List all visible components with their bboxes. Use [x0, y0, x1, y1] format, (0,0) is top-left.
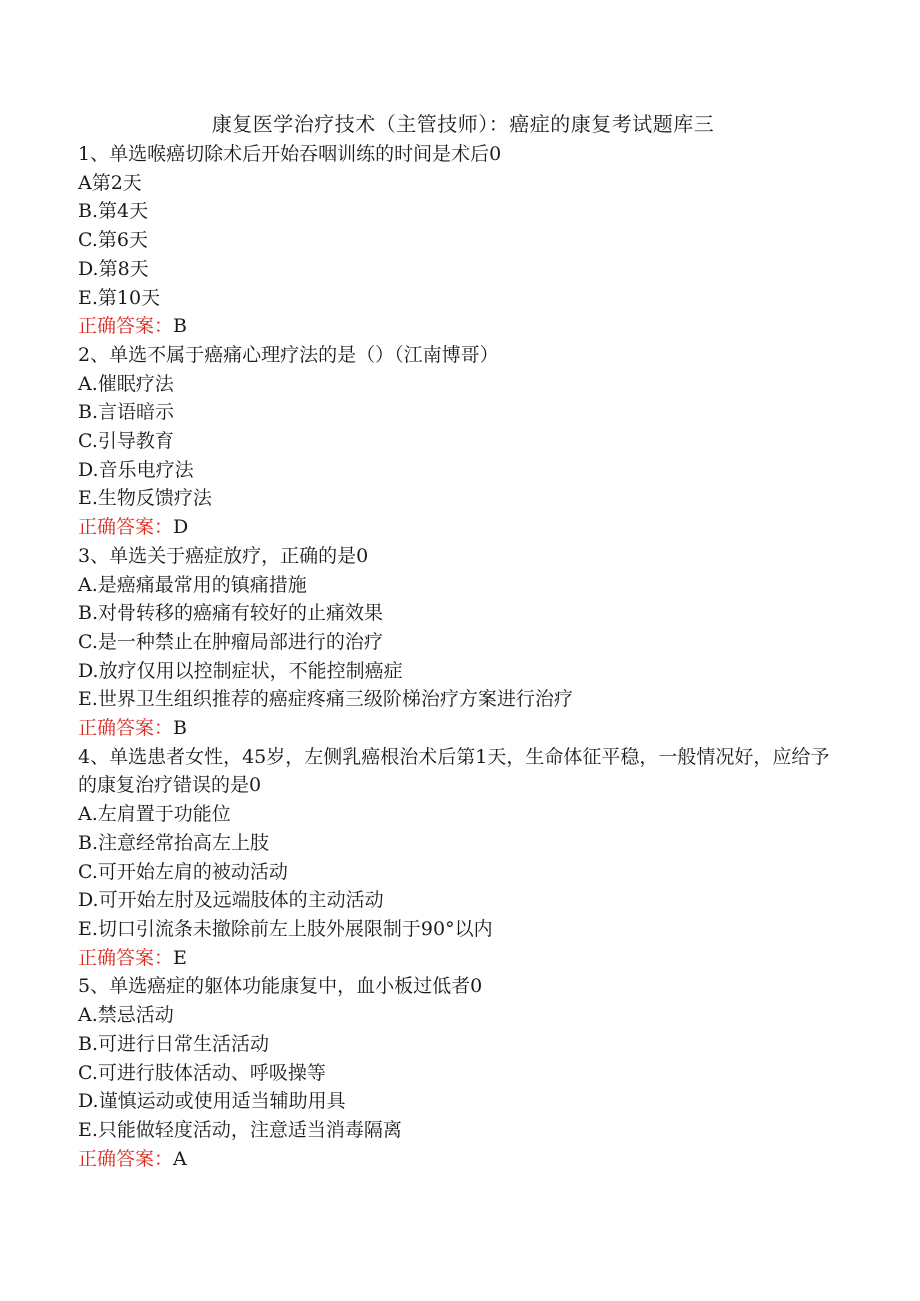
answer-label: 正确答案： — [78, 315, 174, 338]
option-a: A.左肩置于功能位 — [78, 803, 231, 826]
answer-label: 正确答案： — [78, 516, 174, 539]
answer-value: D — [173, 516, 189, 539]
document-page — [78, 108, 848, 1173]
document-title: 康复医学治疗技术（主管技师）：癌症的康复考试题库三 — [211, 112, 715, 136]
option-a: A.禁忌活动 — [78, 1004, 174, 1027]
question-stem: 1、单选喉癌切除术后开始吞咽训练的时间是术后0 — [78, 143, 502, 165]
option-c: C.是一种禁止在肿瘤局部进行的治疗 — [78, 630, 383, 653]
option-d: D.谨慎运动或使用适当辅助用具 — [78, 1090, 346, 1113]
option-b: B.对骨转移的癌痛有较好的止痛效果 — [78, 602, 384, 625]
correct-answer — [78, 1145, 848, 1174]
option-c: C.第6天 — [78, 229, 148, 252]
option-d: D.放疗仅用以控制症状，不能控制癌症 — [78, 659, 403, 682]
question-5 — [78, 972, 848, 1173]
answer-value: E — [173, 946, 187, 969]
correct-answer — [78, 312, 848, 341]
option-d: D.第8天 — [78, 257, 149, 280]
option-b: B.言语暗示 — [78, 401, 175, 424]
option-a: A.催眠疗法 — [78, 372, 174, 395]
option-b: B.第4天 — [78, 200, 149, 223]
option-e: E.第10天 — [78, 286, 161, 309]
question-stem: 4、单选患者女性，45岁，左侧乳癌根治术后第1天，生命体征平稳，一般情况好，应给予的康复治疗错误的是0 — [78, 745, 830, 797]
option-c: C.引导教育 — [78, 430, 174, 453]
correct-answer — [78, 714, 848, 743]
option-e: E.切口引流条未撤除前左上肢外展限制于90°以内 — [78, 917, 493, 940]
question-stem: 3、单选关于癌症放疗，正确的是0 — [78, 544, 369, 567]
option-d: D.可开始左肘及远端肢体的主动活动 — [78, 889, 384, 912]
answer-value: B — [173, 717, 187, 740]
correct-answer — [78, 944, 848, 973]
answer-value: A — [173, 1147, 187, 1170]
option-b: B.注意经常抬高左上肢 — [78, 831, 270, 854]
question-2 — [78, 341, 848, 542]
question-stem: 2、单选不属于癌痛心理疗法的是（）（江南博哥） — [78, 343, 499, 366]
option-e: E.世界卫生组织推荐的癌症疼痛三级阶梯治疗方案进行治疗 — [78, 688, 573, 711]
option-c: C.可进行肢体活动、呼吸操等 — [78, 1061, 326, 1084]
option-a: A第2天 — [78, 171, 142, 194]
answer-label: 正确答案： — [78, 1147, 174, 1170]
option-d: D.音乐电疗法 — [78, 458, 194, 481]
question-3 — [78, 542, 848, 743]
option-e: E.生物反馈疗法 — [78, 487, 212, 510]
option-b: B.可进行日常生活活动 — [78, 1032, 270, 1055]
option-c: C.可开始左肩的被动活动 — [78, 860, 288, 883]
answer-label: 正确答案： — [78, 946, 174, 969]
option-a: A.是癌痛最常用的镇痛措施 — [78, 573, 307, 596]
question-stem: 5、单选癌症的躯体功能康复中，血小板过低者0 — [78, 975, 483, 998]
answer-value: B — [173, 315, 187, 338]
question-4 — [78, 743, 848, 973]
question-1 — [78, 140, 848, 341]
answer-label: 正确答案： — [78, 717, 174, 740]
correct-answer — [78, 513, 848, 542]
option-e: E.只能做轻度活动，注意适当消毒隔离 — [78, 1118, 402, 1141]
